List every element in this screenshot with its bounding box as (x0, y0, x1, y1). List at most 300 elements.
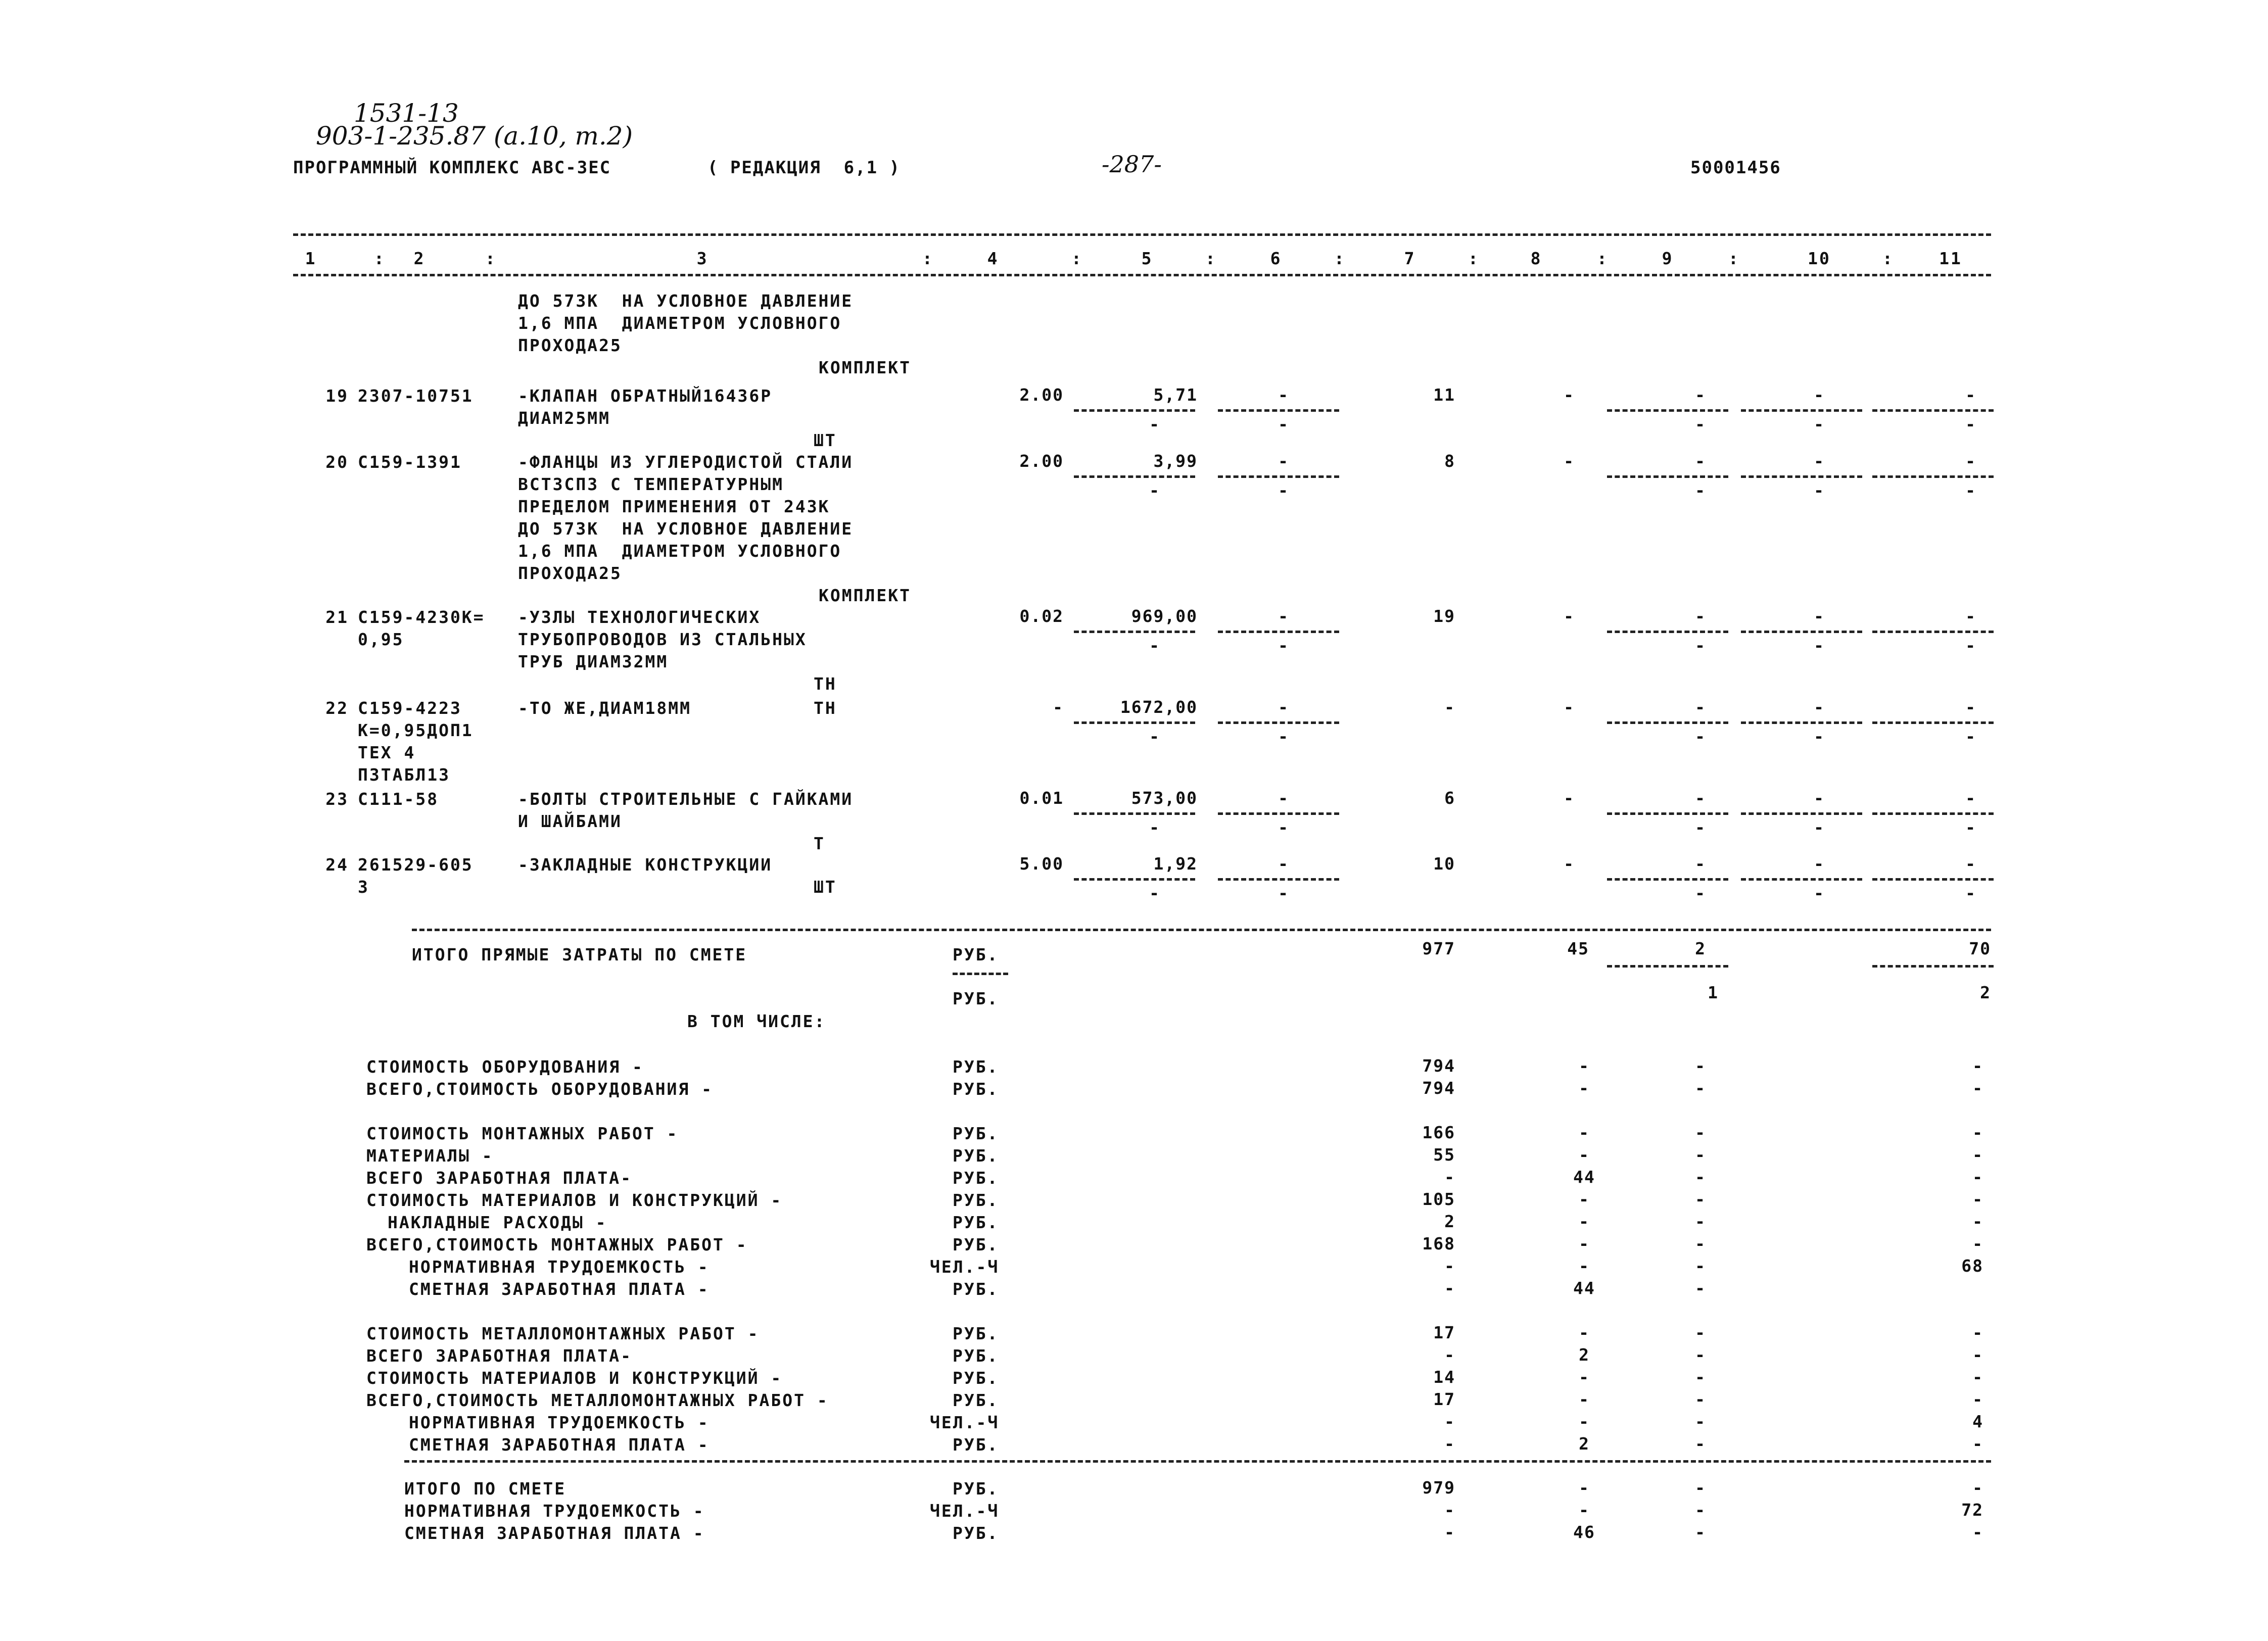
summary-col11: - (1972, 1167, 1983, 1187)
summary-col8: - (1579, 1367, 1590, 1387)
row-sub-col9: - (1695, 636, 1706, 655)
summary-unit: РУБ. (953, 1390, 999, 1410)
summary-col8: - (1579, 1056, 1590, 1076)
row-sub-col11: - (1965, 414, 1976, 434)
row-description: ДИАМ25ММ (518, 408, 610, 428)
summary-label: СТОИМОСТЬ МОНТАЖНЫХ РАБОТ - (366, 1124, 679, 1143)
row-subrule-5 (1074, 812, 1195, 815)
summary-col9: - (1695, 1145, 1706, 1165)
edition-label: ( РЕДАКЦИЯ 6,1 ) (707, 158, 901, 178)
row-sub-col9: - (1695, 883, 1706, 903)
row-subrule-9 (1607, 409, 1728, 412)
column-header-6: 6 (1270, 249, 1282, 268)
summary-col11: - (1972, 1056, 1983, 1076)
summary-unit: ЧЕЛ.-Ч (930, 1413, 1000, 1432)
row-subrule-9 (1607, 878, 1728, 881)
summary-col11: - (1972, 1367, 1983, 1387)
row-sub-col11: - (1965, 636, 1976, 655)
row-code: С159-4230К= (358, 607, 485, 627)
row-sub-col9: - (1695, 480, 1706, 500)
summary-col9: - (1695, 1278, 1706, 1298)
summary-unit: РУБ. (953, 1168, 999, 1188)
totals-direct-unit: РУБ. (953, 945, 999, 964)
final-col11: 72 (1961, 1500, 1983, 1520)
final-col7: - (1444, 1522, 1455, 1542)
row-unit: ТН (814, 698, 837, 718)
row-col11: - (1965, 451, 1976, 471)
summary-col8: - (1579, 1189, 1590, 1209)
row-subrule-6 (1218, 475, 1339, 478)
handwritten-doc-number: 1531-13 (354, 99, 459, 128)
program-title: ПРОГРАММНЫЙ КОМПЛЕКС АВС-3ЕС (293, 158, 611, 178)
summary-col7: 105 (1422, 1189, 1455, 1209)
row-description: ПРОХОДА25 (518, 563, 622, 583)
final-col9: - (1695, 1522, 1706, 1542)
row-code: 2307-10751 (358, 386, 474, 406)
totals-direct-unit-2: РУБ. (953, 989, 999, 1008)
row-quantity: 0.01 (1019, 788, 1064, 808)
summary-col11: - (1972, 1145, 1983, 1165)
row-description: -ФЛАНЦЫ ИЗ УГЛЕРОДИСТОЙ СТАЛИ (518, 452, 854, 472)
row-col7-total: - (1444, 697, 1455, 717)
final-col7: 979 (1422, 1478, 1455, 1498)
summary-col7: 166 (1422, 1123, 1455, 1142)
final-col8: - (1579, 1478, 1590, 1498)
final-label: СМЕТНАЯ ЗАРАБОТНАЯ ПЛАТА - (404, 1523, 705, 1543)
totals-direct-col9: 2 (1695, 939, 1706, 958)
summary-unit: РУБ. (953, 1057, 999, 1077)
summary-col8: - (1579, 1234, 1590, 1253)
summary-unit: РУБ. (953, 1324, 999, 1343)
summary-col11: - (1972, 1078, 1983, 1098)
row-code: ТЕХ 4 (358, 743, 416, 762)
summary-col11: - (1972, 1212, 1983, 1231)
row-subrule-5 (1074, 631, 1195, 633)
final-unit: РУБ. (953, 1479, 999, 1499)
summary-col11: - (1972, 1234, 1983, 1253)
row-subrule-9 (1607, 475, 1728, 478)
row-subrule-11 (1872, 631, 1994, 633)
row-subrule-6 (1218, 812, 1339, 815)
totals-direct-col11: 70 (1969, 939, 1991, 958)
row-sub-col5: - (1149, 727, 1160, 746)
row-code: С159-4223 (358, 698, 462, 718)
row-subrule-6 (1218, 409, 1339, 412)
summary-unit: РУБ. (953, 1079, 999, 1099)
final-top-rule (404, 1460, 1991, 1463)
row-subrule-5 (1074, 475, 1195, 478)
summary-col9: - (1695, 1189, 1706, 1209)
summary-col11: - (1972, 1345, 1983, 1365)
column-header-8: 8 (1530, 249, 1542, 268)
row-col11: - (1965, 606, 1976, 626)
row-number: 21 (325, 607, 349, 627)
row-description: ТРУБ ДИАМ32ММ (518, 652, 669, 671)
summary-col8: - (1579, 1078, 1590, 1098)
row-unit-price: 5,71 (1153, 385, 1198, 405)
summary-label: СМЕТНАЯ ЗАРАБОТНАЯ ПЛАТА - (409, 1279, 710, 1299)
row-col11: - (1965, 788, 1976, 808)
row-subrule-9 (1607, 631, 1728, 633)
row-subrule-11 (1872, 721, 1994, 724)
row-subrule-9 (1607, 721, 1728, 724)
summary-col9: - (1695, 1323, 1706, 1342)
row-sub-col10: - (1814, 414, 1825, 434)
summary-col8: - (1579, 1123, 1590, 1142)
row-col9: - (1695, 697, 1706, 717)
summary-col8: 44 (1573, 1167, 1595, 1187)
column-separator: : (485, 249, 497, 268)
row-quantity: - (1053, 697, 1064, 717)
summary-col8: - (1579, 1323, 1590, 1342)
row-unit: КОМПЛЕКТ (819, 586, 911, 605)
page-number: -287- (1102, 151, 1162, 178)
final-label: НОРМАТИВНАЯ ТРУДОЕМКОСТЬ - (404, 1501, 705, 1521)
column-header-4: 4 (987, 249, 999, 268)
row-subrule-10 (1741, 475, 1862, 478)
row-col9: - (1695, 854, 1706, 874)
summary-col9: - (1695, 1412, 1706, 1431)
row-sub-col5: - (1149, 480, 1160, 500)
row-sub-col10: - (1814, 480, 1825, 500)
row-subrule-5 (1074, 409, 1195, 412)
row-sub-col11: - (1965, 480, 1976, 500)
summary-unit: ЧЕЛ.-Ч (930, 1257, 1000, 1277)
row-col10: - (1814, 697, 1825, 717)
document-code: 50001456 (1690, 158, 1781, 178)
row-subrule-10 (1741, 409, 1862, 412)
row-quantity: 5.00 (1019, 854, 1064, 874)
row-description: И ШАЙБАМИ (518, 811, 622, 831)
summary-unit: РУБ. (953, 1146, 999, 1166)
row-sub-col5: - (1149, 636, 1160, 655)
final-col11: - (1972, 1522, 1983, 1542)
summary-col9: - (1695, 1234, 1706, 1253)
continued-unit: КОМПЛЕКТ (819, 358, 911, 377)
row-col9: - (1695, 788, 1706, 808)
row-quantity: 2.00 (1019, 451, 1064, 471)
row-col10: - (1814, 606, 1825, 626)
row-sub-col5: - (1149, 883, 1160, 903)
column-separator: : (1597, 249, 1609, 268)
continued-description-line: ДО 573К НА УСЛОВНОЕ ДАВЛЕНИЕ (518, 291, 854, 311)
row-col10: - (1814, 385, 1825, 405)
row-description: ПРЕДЕЛОМ ПРИМЕНЕНИЯ ОТ 243К (518, 497, 830, 516)
row-col10: - (1814, 788, 1825, 808)
row-code: П3ТАБЛ13 (358, 765, 450, 785)
row-unit-price: 3,99 (1153, 451, 1198, 471)
row-sub-col6: - (1278, 636, 1289, 655)
row-number: 22 (325, 698, 349, 718)
summary-col7: - (1444, 1167, 1455, 1187)
totals-direct-col9-b: 1 (1708, 983, 1719, 1002)
row-col8: - (1564, 451, 1575, 471)
row-number: 23 (325, 789, 349, 809)
column-header-2: 2 (413, 249, 426, 268)
row-col6: - (1278, 697, 1289, 717)
row-subrule-11 (1872, 812, 1994, 815)
row-subrule-11 (1872, 878, 1994, 881)
row-subrule-10 (1741, 812, 1862, 815)
column-separator: : (922, 249, 934, 268)
summary-col7: - (1444, 1256, 1455, 1276)
totals-direct-col7: 977 (1422, 939, 1455, 958)
row-col6: - (1278, 788, 1289, 808)
row-col7-total: 8 (1444, 451, 1455, 471)
summary-col8: 44 (1573, 1278, 1595, 1298)
row-sub-col6: - (1278, 414, 1289, 434)
column-separator: : (1728, 249, 1740, 268)
column-separator: : (1468, 249, 1480, 268)
summary-unit: РУБ. (953, 1279, 999, 1299)
summary-unit: РУБ. (953, 1368, 999, 1388)
summary-col7: 2 (1444, 1212, 1455, 1231)
summary-col9: - (1695, 1123, 1706, 1142)
row-quantity: 2.00 (1019, 385, 1064, 405)
row-unit-price: 969,00 (1131, 606, 1198, 626)
continued-description-line: ПРОХОДА25 (518, 335, 622, 355)
row-sub-col6: - (1278, 817, 1289, 837)
row-subrule-6 (1218, 878, 1339, 881)
summary-unit: РУБ. (953, 1435, 999, 1455)
row-col8: - (1564, 697, 1575, 717)
row-col7-total: 10 (1433, 854, 1455, 874)
summary-col9: - (1695, 1167, 1706, 1187)
row-col7-total: 6 (1444, 788, 1455, 808)
row-description: -УЗЛЫ ТЕХНОЛОГИЧЕСКИХ (518, 607, 761, 627)
row-subrule-5 (1074, 721, 1195, 724)
summary-col9: - (1695, 1434, 1706, 1454)
final-unit: РУБ. (953, 1523, 999, 1543)
row-unit-price: 573,00 (1131, 788, 1198, 808)
summary-col7: - (1444, 1434, 1455, 1454)
summary-col11: 68 (1961, 1256, 1983, 1276)
row-sub-col10: - (1814, 883, 1825, 903)
totals-direct-rule-11 (1872, 965, 1994, 968)
final-col11: - (1972, 1478, 1983, 1498)
summary-label: ВСЕГО,СТОИМОСТЬ МЕТАЛЛОМОНТАЖНЫХ РАБОТ - (366, 1390, 829, 1410)
summary-col9: - (1695, 1345, 1706, 1365)
summary-col8: - (1579, 1412, 1590, 1431)
row-code: 261529-605 (358, 855, 474, 875)
summary-col7: - (1444, 1345, 1455, 1365)
row-subrule-10 (1741, 721, 1862, 724)
row-col6: - (1278, 385, 1289, 405)
row-unit-price: 1,92 (1153, 854, 1198, 874)
column-header-10: 10 (1808, 249, 1831, 268)
summary-label: НАКЛАДНЫЕ РАСХОДЫ - (388, 1213, 607, 1232)
row-description: ТРУБОПРОВОДОВ ИЗ СТАЛЬНЫХ (518, 630, 807, 649)
row-col8: - (1564, 854, 1575, 874)
row-description: ВСТ3СП3 С ТЕМПЕРАТУРНЫМ (518, 474, 784, 494)
summary-label: НОРМАТИВНАЯ ТРУДОЕМКОСТЬ - (409, 1413, 710, 1432)
row-col6: - (1278, 606, 1289, 626)
summary-col8: 2 (1579, 1434, 1590, 1454)
row-description: -ЗАКЛАДНЫЕ КОНСТРУКЦИИ (518, 855, 773, 875)
row-number: 20 (325, 452, 349, 472)
summary-label: СТОИМОСТЬ МЕТАЛЛОМОНТАЖНЫХ РАБОТ - (366, 1324, 760, 1343)
summary-label: ВСЕГО ЗАРАБОТНАЯ ПЛАТА- (366, 1168, 632, 1188)
totals-direct-rule-unit (953, 973, 1008, 975)
row-col10: - (1814, 854, 1825, 874)
row-subrule-10 (1741, 631, 1862, 633)
row-sub-col6: - (1278, 480, 1289, 500)
row-description: -БОЛТЫ СТРОИТЕЛЬНЫЕ С ГАЙКАМИ (518, 789, 854, 809)
row-subrule-10 (1741, 878, 1862, 881)
summary-col9: - (1695, 1389, 1706, 1409)
summary-unit: РУБ. (953, 1235, 999, 1254)
row-code: С111-58 (358, 789, 439, 809)
row-sub-col6: - (1278, 883, 1289, 903)
row-subrule-6 (1218, 631, 1339, 633)
column-header-1: 1 (305, 249, 317, 268)
summary-label: ВСЕГО,СТОИМОСТЬ ОБОРУДОВАНИЯ - (366, 1079, 714, 1099)
final-col7: - (1444, 1500, 1455, 1520)
totals-top-rule (412, 929, 1991, 931)
row-sub-col11: - (1965, 727, 1976, 746)
row-number: 19 (325, 386, 349, 406)
final-col9: - (1695, 1478, 1706, 1498)
row-quantity: 0.02 (1019, 606, 1064, 626)
summary-col7: - (1444, 1278, 1455, 1298)
row-col8: - (1564, 606, 1575, 626)
totals-direct-col8: 45 (1567, 939, 1589, 958)
summary-label: ВСЕГО ЗАРАБОТНАЯ ПЛАТА- (366, 1346, 632, 1366)
in-that-heading: В ТОМ ЧИСЛЕ: (687, 1011, 826, 1031)
final-unit: ЧЕЛ.-Ч (930, 1501, 1000, 1521)
column-header-9: 9 (1662, 249, 1674, 268)
row-number: 24 (325, 855, 349, 875)
row-sub-col10: - (1814, 636, 1825, 655)
summary-col11: 4 (1972, 1412, 1983, 1431)
row-col11: - (1965, 697, 1976, 717)
row-subrule-9 (1607, 812, 1728, 815)
row-col10: - (1814, 451, 1825, 471)
summary-label: НОРМАТИВНАЯ ТРУДОЕМКОСТЬ - (409, 1257, 710, 1277)
column-separator: : (1205, 249, 1217, 268)
row-subrule-11 (1872, 409, 1994, 412)
summary-col9: - (1695, 1056, 1706, 1076)
summary-unit: РУБ. (953, 1213, 999, 1232)
summary-unit: РУБ. (953, 1346, 999, 1366)
row-col9: - (1695, 451, 1706, 471)
row-col9: - (1695, 606, 1706, 626)
row-subrule-6 (1218, 721, 1339, 724)
final-col8: 46 (1573, 1522, 1595, 1542)
summary-col7: 794 (1422, 1056, 1455, 1076)
summary-col7: 14 (1433, 1367, 1455, 1387)
row-col11: - (1965, 854, 1976, 874)
row-sub-col9: - (1695, 414, 1706, 434)
summary-col8: - (1579, 1256, 1590, 1276)
row-sub-col6: - (1278, 727, 1289, 746)
summary-col8: 2 (1579, 1345, 1590, 1365)
summary-col9: - (1695, 1078, 1706, 1098)
row-sub-col11: - (1965, 817, 1976, 837)
summary-col7: 17 (1433, 1389, 1455, 1409)
row-code: К=0,95ДОП1 (358, 720, 474, 740)
summary-col7: 55 (1433, 1145, 1455, 1165)
summary-col9: - (1695, 1212, 1706, 1231)
row-unit-price: 1672,00 (1120, 697, 1198, 717)
row-col6: - (1278, 854, 1289, 874)
totals-direct-label: ИТОГО ПРЯМЫЕ ЗАТРАТЫ ПО СМЕТЕ (412, 945, 747, 964)
row-description: ДО 573К НА УСЛОВНОЕ ДАВЛЕНИЕ (518, 519, 854, 539)
row-code: 3 (358, 877, 369, 897)
row-unit: ТН (814, 674, 837, 694)
continued-description-line: 1,6 МПА ДИАМЕТРОМ УСЛОВНОГО (518, 313, 842, 333)
summary-col8: - (1579, 1212, 1590, 1231)
summary-label: СТОИМОСТЬ МАТЕРИАЛОВ И КОНСТРУКЦИЙ - (366, 1368, 783, 1388)
summary-col7: 17 (1433, 1323, 1455, 1342)
row-col8: - (1564, 788, 1575, 808)
summary-col8: - (1579, 1145, 1590, 1165)
row-col11: - (1965, 385, 1976, 405)
summary-unit: РУБ. (953, 1190, 999, 1210)
summary-label: СТОИМОСТЬ ОБОРУДОВАНИЯ - (366, 1057, 644, 1077)
row-sub-col10: - (1814, 727, 1825, 746)
summary-label: СМЕТНАЯ ЗАРАБОТНАЯ ПЛАТА - (409, 1435, 710, 1455)
summary-col11: - (1972, 1434, 1983, 1454)
row-sub-col5: - (1149, 817, 1160, 837)
summary-col11: - (1972, 1189, 1983, 1209)
summary-col11: - (1972, 1323, 1983, 1342)
column-header-11: 11 (1939, 249, 1962, 268)
final-col8: - (1579, 1500, 1590, 1520)
row-unit: ШТ (814, 877, 837, 897)
column-separator: : (1334, 249, 1346, 268)
row-unit: ШТ (814, 430, 837, 450)
row-sub-col9: - (1695, 817, 1706, 837)
column-header-5: 5 (1141, 249, 1153, 268)
final-label: ИТОГО ПО СМЕТЕ (404, 1479, 566, 1499)
summary-col7: - (1444, 1412, 1455, 1431)
row-unit: Т (814, 834, 825, 853)
summary-col9: - (1695, 1367, 1706, 1387)
summary-col11: - (1972, 1123, 1983, 1142)
row-subrule-11 (1872, 475, 1994, 478)
summary-col9: - (1695, 1256, 1706, 1276)
column-separator: : (1882, 249, 1894, 268)
row-col6: - (1278, 451, 1289, 471)
row-sub-col10: - (1814, 817, 1825, 837)
summary-col11: - (1972, 1389, 1983, 1409)
summary-label: ВСЕГО,СТОИМОСТЬ МОНТАЖНЫХ РАБОТ - (366, 1235, 748, 1254)
row-col7-total: 19 (1433, 606, 1455, 626)
summary-label: СТОИМОСТЬ МАТЕРИАЛОВ И КОНСТРУКЦИЙ - (366, 1190, 783, 1210)
row-subrule-5 (1074, 878, 1195, 881)
row-col9: - (1695, 385, 1706, 405)
summary-col7: 168 (1422, 1234, 1455, 1253)
column-separator: : (374, 249, 386, 268)
row-description: -КЛАПАН ОБРАТНЫЙ16436Р (518, 386, 773, 406)
column-separator: : (1071, 249, 1083, 268)
summary-col7: 794 (1422, 1078, 1455, 1098)
totals-direct-col11-b: 2 (1980, 983, 1991, 1002)
final-col9: - (1695, 1500, 1706, 1520)
row-col8: - (1564, 385, 1575, 405)
row-sub-col9: - (1695, 727, 1706, 746)
row-col7-total: 11 (1433, 385, 1455, 405)
row-description: -ТО ЖЕ,ДИАМ18ММ (518, 698, 692, 718)
summary-col8: - (1579, 1389, 1590, 1409)
row-code: 0,95 (358, 630, 404, 649)
column-header-3: 3 (696, 249, 708, 268)
row-code: С159-1391 (358, 452, 462, 472)
column-header-7: 7 (1404, 249, 1416, 268)
row-sub-col5: - (1149, 414, 1160, 434)
row-sub-col11: - (1965, 883, 1976, 903)
